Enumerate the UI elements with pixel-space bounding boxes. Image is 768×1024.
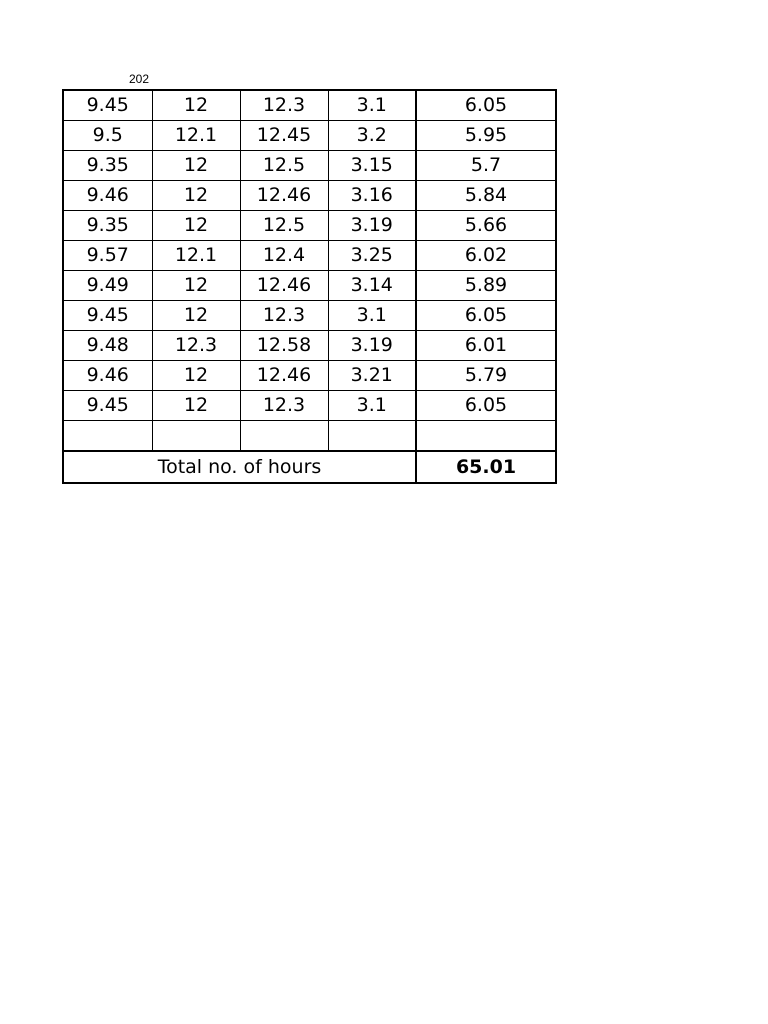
table-cell: 12 <box>152 391 240 421</box>
table-cell: 12.3 <box>152 331 240 361</box>
table-cell: 3.25 <box>328 241 416 271</box>
table-row <box>63 241 556 271</box>
table-cell: 9.5 <box>63 121 152 151</box>
total-row <box>63 451 556 483</box>
empty-cell <box>152 421 240 452</box>
table-cell: 12 <box>152 90 240 121</box>
table-cell: 12 <box>152 211 240 241</box>
table-cell: 6.05 <box>416 391 556 421</box>
total-value: 65.01 <box>416 451 556 483</box>
table-cell: 12 <box>152 181 240 211</box>
table-cell: 5.84 <box>416 181 556 211</box>
table-row <box>63 331 556 361</box>
empty-cell <box>240 421 328 452</box>
table-cell: 3.19 <box>328 331 416 361</box>
hours-table <box>62 89 557 484</box>
table-cell: 5.66 <box>416 211 556 241</box>
table-cell: 12.3 <box>240 391 328 421</box>
table-cell: 12.46 <box>240 361 328 391</box>
table-cell: 9.35 <box>63 211 152 241</box>
table-cell: 12.45 <box>240 121 328 151</box>
table-cell: 9.45 <box>63 391 152 421</box>
empty-cell <box>416 421 556 452</box>
table-row <box>63 211 556 241</box>
table-cell: 6.02 <box>416 241 556 271</box>
table-cell: 12 <box>152 301 240 331</box>
table-cell: 6.05 <box>416 301 556 331</box>
table-cell: 3.1 <box>328 90 416 121</box>
table-cell: 12.5 <box>240 211 328 241</box>
table-cell: 12.1 <box>152 241 240 271</box>
table-cell: 9.46 <box>63 181 152 211</box>
table-cell: 3.2 <box>328 121 416 151</box>
table-cell: 9.48 <box>63 331 152 361</box>
table-cell: 3.1 <box>328 391 416 421</box>
table-cell: 5.95 <box>416 121 556 151</box>
table-cell: 3.1 <box>328 301 416 331</box>
table-cell: 9.45 <box>63 90 152 121</box>
table-cell: 3.16 <box>328 181 416 211</box>
table-cell: 9.49 <box>63 271 152 301</box>
table-row <box>63 121 556 151</box>
table-cell: 5.79 <box>416 361 556 391</box>
table-cell: 12 <box>152 151 240 181</box>
table-cell: 12.4 <box>240 241 328 271</box>
page-number: 202 <box>129 72 150 86</box>
table-row <box>63 90 556 121</box>
table-cell: 3.21 <box>328 361 416 391</box>
table-cell: 12.1 <box>152 121 240 151</box>
total-label: Total no. of hours <box>63 451 416 483</box>
empty-cell <box>328 421 416 452</box>
table-row <box>63 391 556 421</box>
table-cell: 9.35 <box>63 151 152 181</box>
table-cell: 6.05 <box>416 90 556 121</box>
table-row <box>63 301 556 331</box>
table-cell: 12.58 <box>240 331 328 361</box>
empty-row <box>63 421 556 452</box>
empty-cell <box>63 421 152 452</box>
table-cell: 12 <box>152 271 240 301</box>
table-cell: 3.15 <box>328 151 416 181</box>
table-cell: 9.46 <box>63 361 152 391</box>
table-cell: 3.14 <box>328 271 416 301</box>
table-cell: 9.45 <box>63 301 152 331</box>
table-body <box>63 90 556 483</box>
table-cell: 5.7 <box>416 151 556 181</box>
table-cell: 12.46 <box>240 181 328 211</box>
table-row <box>63 151 556 181</box>
table-cell: 12 <box>152 361 240 391</box>
table-cell: 3.19 <box>328 211 416 241</box>
table-cell: 9.57 <box>63 241 152 271</box>
table-cell: 12.3 <box>240 90 328 121</box>
table-cell: 5.89 <box>416 271 556 301</box>
table-row <box>63 361 556 391</box>
table-cell: 6.01 <box>416 331 556 361</box>
table-row <box>63 181 556 211</box>
table-row <box>63 271 556 301</box>
table-cell: 12.5 <box>240 151 328 181</box>
table-cell: 12.3 <box>240 301 328 331</box>
table-cell: 12.46 <box>240 271 328 301</box>
